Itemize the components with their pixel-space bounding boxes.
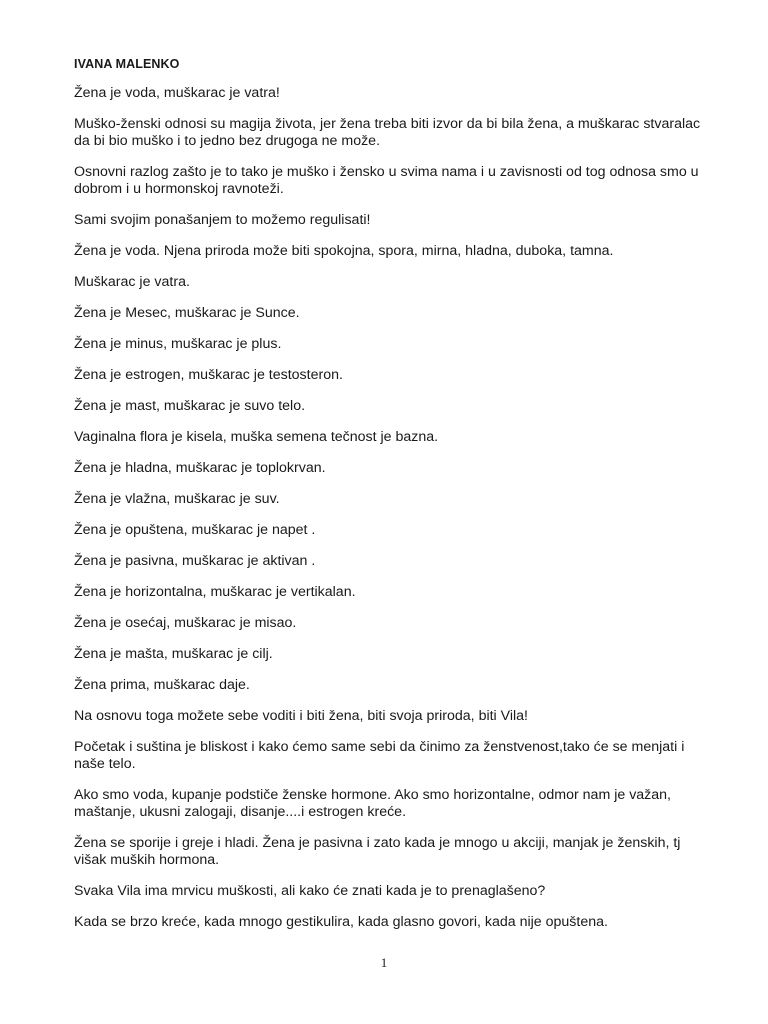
paragraph: Početak i suština je bliskost i kako ćemo same sebi da činimo za ženstvenost,tako će se menjati i naše telo. bbox=[74, 739, 685, 772]
paragraph: Žena je minus, muškarac je plus. bbox=[74, 336, 282, 352]
paragraph: Vaginalna flora je kisela, muška semena tečnost je bazna. bbox=[74, 429, 439, 445]
paragraph: Muškarac je vatra. bbox=[74, 274, 190, 290]
paragraph: Žena se sporije i greje i hladi. Žena je pasivna i zato kada je mnogo u akciji, manjak je ženskih, tj višak muških hormona. bbox=[74, 835, 681, 868]
paragraph: Žena je Mesec, muškarac je Sunce. bbox=[74, 305, 300, 321]
paragraph: Žena je mašta, muškarac je cilj. bbox=[74, 646, 273, 662]
paragraph: Sami svojim ponašanjem to možemo regulisati! bbox=[74, 212, 371, 228]
paragraph: Žena je mast, muškarac je suvo telo. bbox=[74, 398, 306, 414]
paragraph: Žena je hladna, muškarac je toplokrvan. bbox=[74, 460, 326, 476]
paragraph: Svaka Vila ima mrvicu muškosti, ali kako će znati kada je to prenaglašeno? bbox=[74, 883, 546, 899]
paragraph: Žena je vlažna, muškarac je suv. bbox=[74, 491, 280, 507]
paragraph: Muško-ženski odnosi su magija života, jer žena treba biti izvor da bi bila žena, a muškarac stvaralac da bi bio muško i to jedno bez drugoga ne može. bbox=[74, 116, 701, 149]
paragraph: Ako smo voda, kupanje podstiče ženske hormone. Ako smo horizontalne, odmor nam je važan, maštanje, ukusni zalogaji, disanje....i estrogen kreće. bbox=[74, 787, 671, 820]
paragraph: Žena je osećaj, muškarac je misao. bbox=[74, 615, 297, 631]
document-body bbox=[74, 56, 714, 945]
author-heading: IVANA MALENKO bbox=[74, 57, 180, 71]
paragraph: Žena je opuštena, muškarac je napet . bbox=[74, 522, 316, 538]
page-number: 1 bbox=[380, 955, 388, 970]
paragraph: Žena je voda, muškarac je vatra! bbox=[74, 85, 280, 101]
paragraph: Žena je voda. Njena priroda može biti spokojna, spora, mirna, hladna, duboka, tamna. bbox=[74, 243, 614, 259]
paragraph: Na osnovu toga možete sebe voditi i biti žena, biti svoja priroda, biti Vila! bbox=[74, 708, 528, 724]
paragraph: Žena je horizontalna, muškarac je vertikalan. bbox=[74, 584, 356, 600]
paragraph: Osnovni razlog zašto je to tako je muško i žensko u svima nama i u zavisnosti od tog odnosa smo u dobrom i u hormonskoj ravnoteži. bbox=[74, 164, 699, 197]
paragraph: Kada se brzo kreće, kada mnogo gestikulira, kada glasno govori, kada nije opuštena. bbox=[74, 914, 608, 930]
paragraph: Žena prima, muškarac daje. bbox=[74, 677, 250, 693]
paragraph: Žena je pasivna, muškarac je aktivan . bbox=[74, 553, 316, 569]
paragraph: Žena je estrogen, muškarac je testosteron. bbox=[74, 367, 343, 383]
